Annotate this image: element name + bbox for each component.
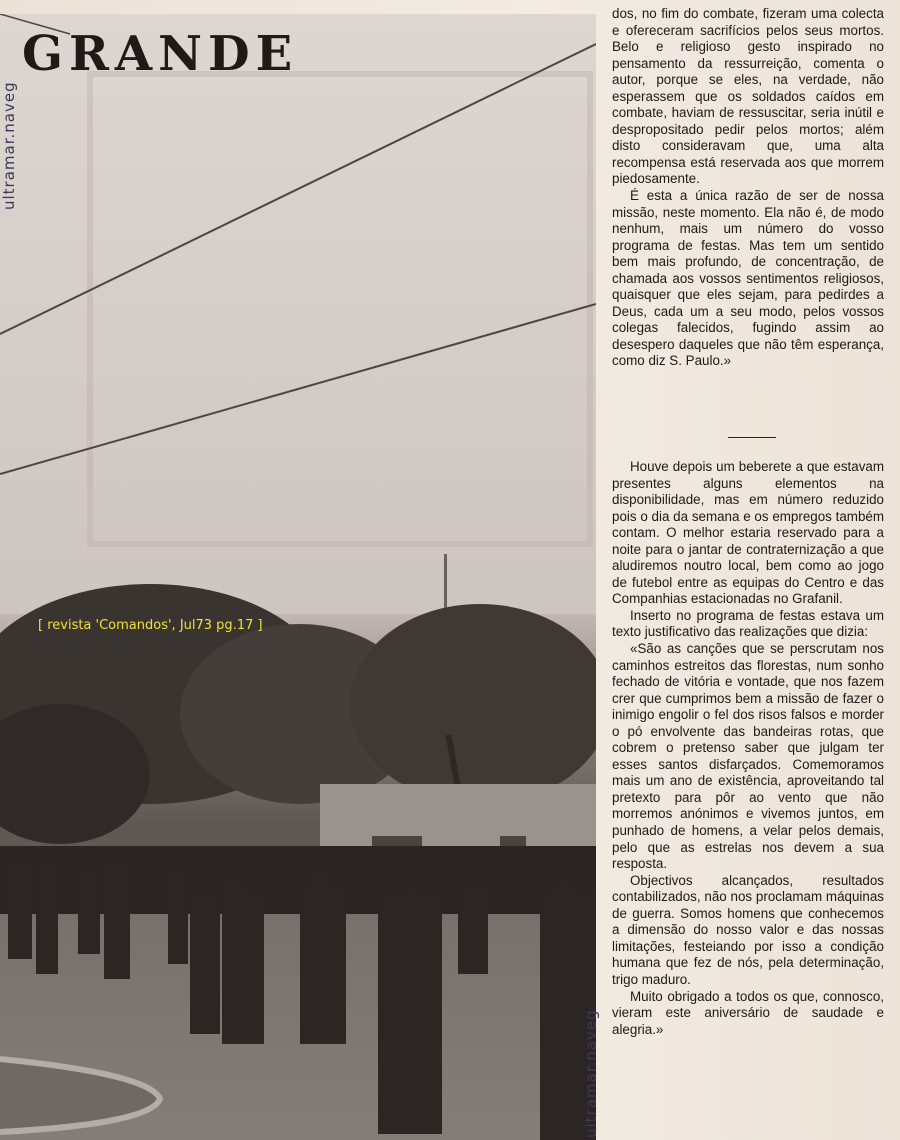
paragraph: dos, no fim do combate, fizeram uma colecta e ofereceram sacrifícios pelos seus mortos. Belo e religioso gesto inspirado no pensamento da ressurreição, comenta o autor, porque se eles, na verdade, não esperassem que os soldados caídos em combate, haviam de ressuscitar, seria inútil e despropositado pedir pelos mortos; além disto consideravam que, uma alta recompensa está reservada aos que morrem piedosamente. (612, 6, 884, 187)
paragraph: É esta a única razão de ser de nossa missão, neste momento. Ela não é, de modo nenhum, mais um número do vosso programa de festas. Mas tem um sentido bem mais profundo, de concentração, de chamada aos vossos sentimentos religiosos, quaisquer que eles sejam, para pedirdes a Deus, cada um a seu modo, pelos vossos colegas falecidos, fugindo assim ao desespero daqueles que não têm esperança, como diz S. Paulo.» (612, 188, 884, 369)
parade-photo-illustration (0, 14, 596, 1140)
paragraph: «São as canções que se perscrutam nos caminhos estreitos das florestas, num sonho fechado de vitória e vontade, que nos fazem crer que cumprimos bem a missão de fazer o inimigo engolir o fel dos risos falsos e morder o pó envolvente das bandeiras rotas, que cobrem o pretenso saber que julgam ter esses santos disfarçados. Comemoramos mais um ano de existência, aproveitando tal pretexto para pôr ao vento que não morremos anónimos e vivemos juntos, em punhado de homens, a velar pelos demais, pelo que as estrelas nos devem a sua resposta. (612, 641, 884, 872)
parade-photo (0, 14, 596, 1140)
article-text-block-2 (612, 459, 884, 1038)
paragraph: Inserto no programa de festas estava um texto justificativo das realizações que dizia: (612, 607, 884, 640)
headline: GRANDE (22, 26, 299, 82)
section-divider (728, 437, 776, 438)
watermark-top-left: ultramar.naveg (0, 81, 18, 210)
watermark-bottom: ultramar.naveg (582, 1009, 600, 1138)
paragraph: Houve depois um beberete a que estavam presentes alguns elementos na disponibilidade, mas em número reduzido pois o dia da semana e os empregos também contam. O melhor estaria reservado para a noite para o jantar de contraternização a que aludiremos noutro local, bem como ao jogo de futebol entre as equipas do Centro e das Companhias estacionadas no Grafanil. (612, 459, 884, 607)
article-text-block-1 (612, 6, 884, 370)
paragraph: Muito obrigado a todos os que, connosco, vieram este aniversário de saudade e alegria.» (612, 988, 884, 1037)
photo-caption: [ revista 'Comandos', Jul73 pg.17 ] (38, 618, 263, 633)
paragraph: Objectivos alcançados, resultados contabilizados, não nos proclamam máquinas de guerra. Somos homens que conhecemos a dimensão do nosso valor e das nossas limitações, festeiando por isso a condição humana que fez de nós, pela determinação, trigo maduro. (612, 872, 884, 987)
